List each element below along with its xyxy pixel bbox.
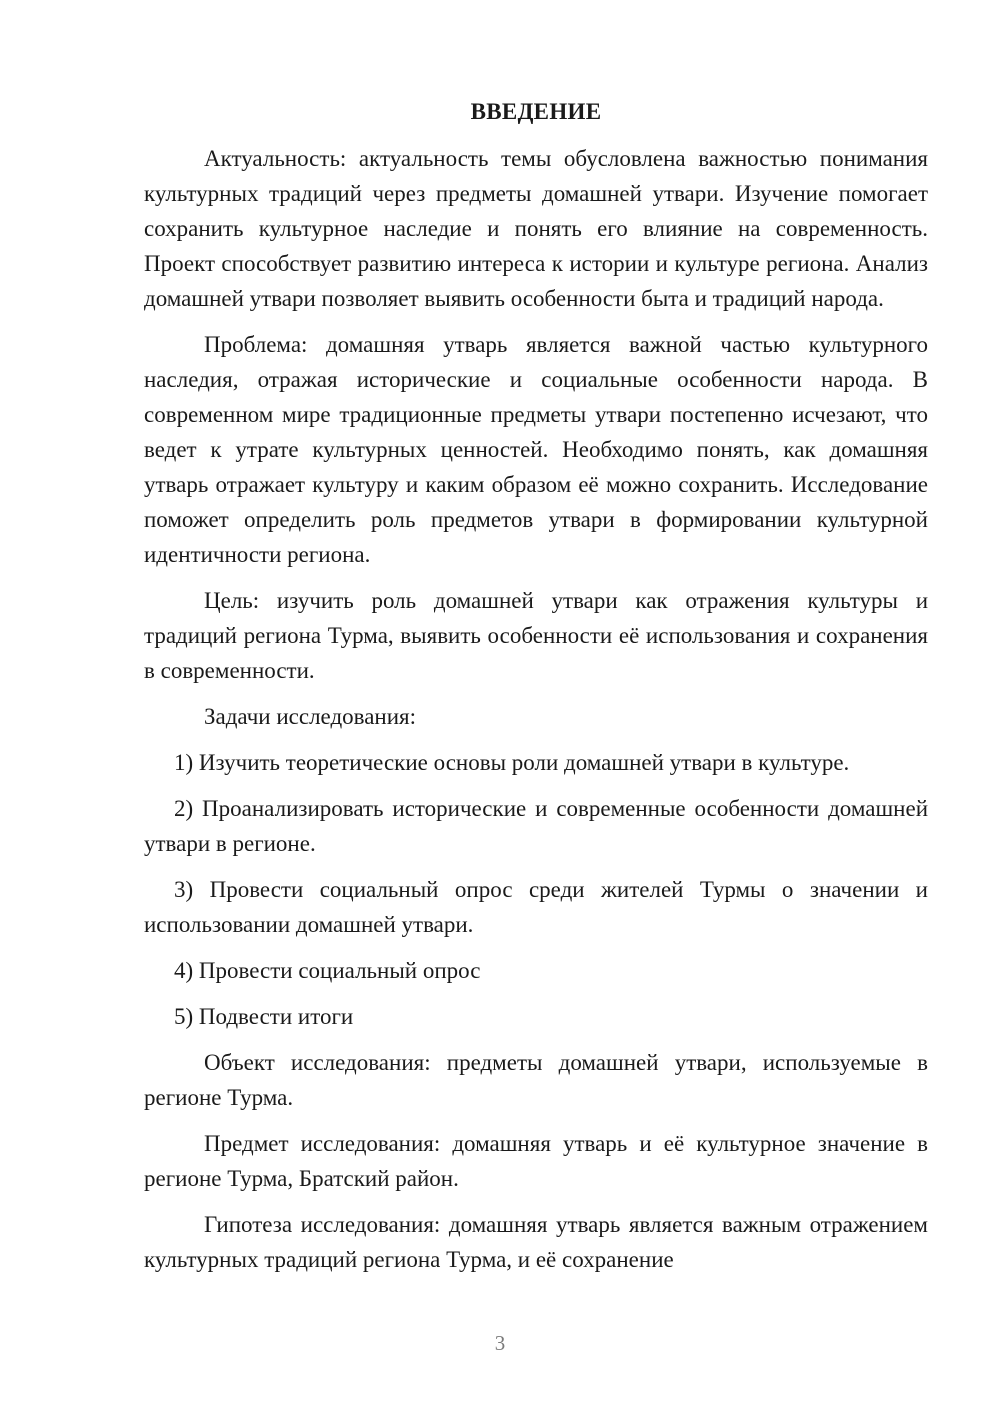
task-item-1: 1) Изучить теоретические основы роли домашней утвари в культуре. xyxy=(174,750,850,775)
relevance-paragraph: Актуальность: актуальность темы обусловлена важностью понимания культурных традиций через предметы домашней утвари. Изучение помогает сохранить культурное наследие и понять его влияние на современность. Проект способствует развитию интереса к истории и культуре региона. Анализ домашней утвари позволяет выявить особенности быта и традиций народа. xyxy=(144,146,928,311)
problem-paragraph: Проблема: домашняя утварь является важной частью культурного наследия, отражая исторические и социальные особенности народа. В современном мире традиционные предметы утвари постепенно исчезают, что ведет к утрате культурных ценностей. Необходимо понять, как домашняя утварь отражает культуру и каким образом её можно сохранить. Исследование поможет определить роль предметов утвари в формировании культурной идентичности региона. xyxy=(144,332,928,567)
object-paragraph: Объект исследования: предметы домашней утвари, используемые в регионе Турма. xyxy=(144,1050,928,1110)
page-number: 3 xyxy=(494,1331,506,1355)
task-item-2: 2) Проанализировать исторические и современные особенности домашней утвари в регионе. xyxy=(144,796,928,856)
subject-paragraph: Предмет исследования: домашняя утварь и её культурное значение в регионе Турма, Братский район. xyxy=(144,1131,928,1191)
page-content xyxy=(144,94,928,1277)
hypothesis-paragraph: Гипотеза исследования: домашняя утварь является важным отражением культурных традиций региона Турма, и её сохранение xyxy=(144,1212,928,1272)
section-title: ВВЕДЕНИЕ xyxy=(470,99,602,124)
task-item-3: 3) Провести социальный опрос среди жителей Турмы о значении и использовании домашней утвари. xyxy=(144,877,928,937)
task-item-4: 4) Провести социальный опрос xyxy=(174,958,481,983)
goal-paragraph: Цель: изучить роль домашней утвари как отражения культуры и традиций региона Турма, выявить особенности её использования и сохранения в современности. xyxy=(144,588,928,683)
task-item-5: 5) Подвести итоги xyxy=(174,1004,354,1029)
tasks-heading: Задачи исследования: xyxy=(204,704,417,729)
